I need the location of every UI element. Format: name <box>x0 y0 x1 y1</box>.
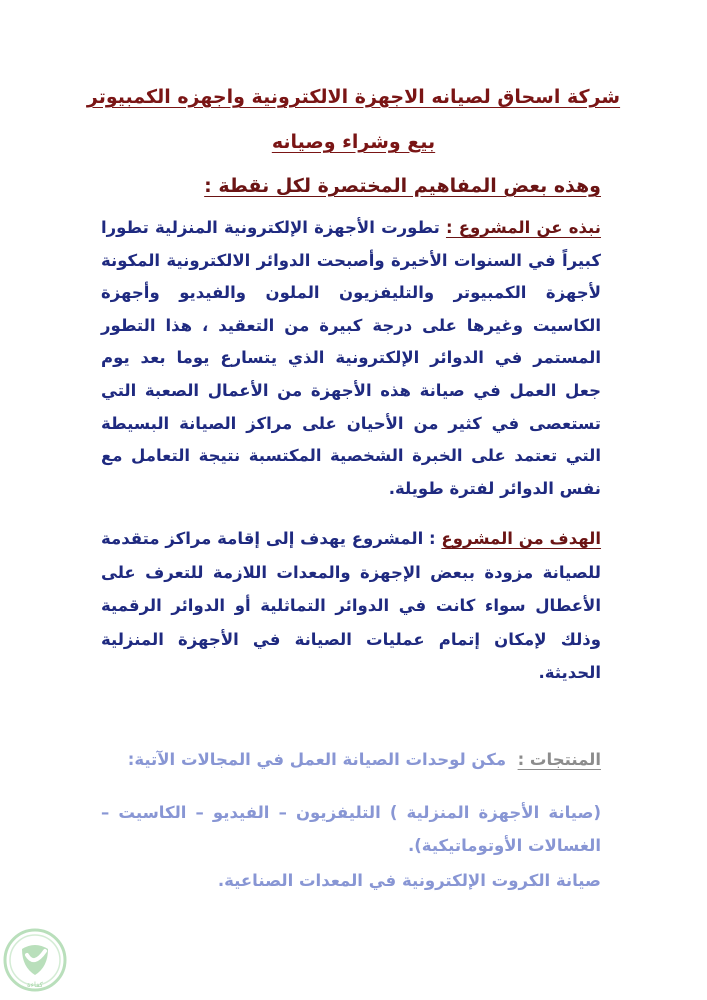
goal-body: : المشروع يهدف إلى إقامة مراكز متقدمة للصيانة مزودة ببعض الإجهزة والمعدات اللازمة للتعرف على الأعطال سواء كانت في الدوائر التماثلية أو الدوائر الرقمية وذلك لإمكان إتمام عمليات الصيانة في الأجهزة المنزلية الحديثة. <box>101 529 601 682</box>
watermark-text: كفاءة <box>27 981 43 989</box>
goal-heading: الهدف من المشروع <box>441 529 602 548</box>
services-subtitle: بيع وشراء وصيانه <box>271 131 436 153</box>
company-title: شركة اسحاق لصيانه الاجهزة الالكترونية واجهزه الكمبيوتر <box>86 86 621 108</box>
leaf-shield-logo-icon <box>2 927 68 993</box>
products-item-industrial: صيانة الكروت الإلكترونية في المعدات الصناعية. <box>217 871 601 890</box>
about-body: تطورت الأجهزة الإلكترونية المنزلية تطورا كبيراً في السنوات الأخيرة وأصبحت الدوائر الالكترونية المكونة لأجهزة الكمبيوتر والتليفزيون الملون والفيديو وأجهزة الكاسيت وغيرها على درجة كبيرة من التعقيد ، هذا التطور المستمر في الدوائر الإلكترونية الذي يتسارع يوما بعد يوم جعل العمل في صيانة هذه الأجهزة من الأعمال الصعبة التي تستعصى في كثير من الأحيان على مراكز الصيانة البسيطة التي تعتمد على الخبرة الشخصية المكتسبة نتيجة التعامل مع نفس الدوائر لفترة طويلة. <box>101 218 601 498</box>
goal-paragraph <box>101 522 601 690</box>
products-heading: المنتجات : <box>517 750 601 769</box>
products-item-household: (صيانة الأجهزة المنزلية ) التليفزيون – الفيديو – الكاسيت – الغسالات الأوتوماتيكية). <box>101 803 601 855</box>
about-heading: نبذه عن المشروع : <box>445 218 601 237</box>
summary-intro-heading: وهذه بعض المفاهيم المختصرة لكل نقطة : <box>204 175 601 197</box>
about-paragraph <box>101 212 601 505</box>
products-paragraph <box>101 750 601 769</box>
products-intro: مكن لوحدات الصيانة العمل في المجالات الآتية: <box>127 750 507 769</box>
